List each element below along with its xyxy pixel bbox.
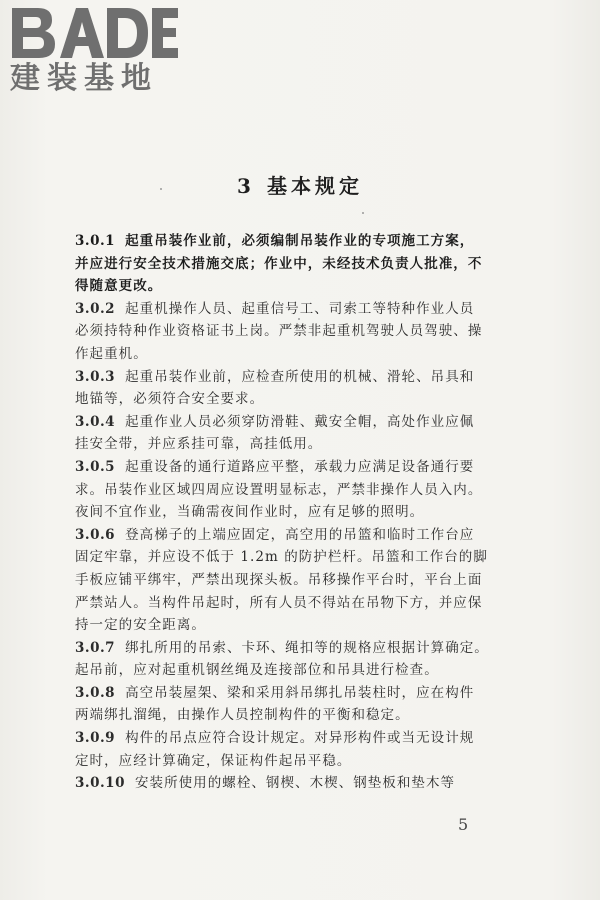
clause-line	[75, 682, 505, 705]
clause-3-0-1	[75, 230, 505, 298]
clause-text: 高空吊装屋架、梁和采用斜吊绑扎吊装柱时，应在构件	[125, 684, 475, 701]
clause-line: 并应进行安全技术措施交底；作业中，未经技术负责人批准，不	[75, 255, 483, 272]
clause-line: 作起重机。	[75, 345, 148, 362]
clause-line	[75, 772, 505, 795]
clause-line: 必须持特种作业资格证书上岗。严禁非起重机驾驶人员驾驶、操	[75, 323, 483, 340]
clause-text: 起重吊装作业前，应检查所使用的机械、滑轮、吊具和	[125, 368, 475, 385]
clause-line: 持一定的安全距离。	[75, 617, 206, 634]
clause-line: 得随意更改。	[75, 278, 163, 295]
scan-speck	[362, 212, 364, 214]
clause-number: 3.0.5	[75, 458, 116, 475]
clause-line: 手板应铺平绑牢，严禁出现探头板。吊移操作平台时，平台上面	[75, 571, 483, 588]
clause-list	[75, 230, 505, 795]
clause-number: 3.0.1	[75, 233, 116, 249]
clause-text: 起重设备的通行道路应平整，承载力应满足设备通行要	[125, 458, 475, 475]
clause-line	[75, 298, 505, 321]
clause-text: 绑扎所用的吊索、卡环、绳扣等的规格应根据计算确定。	[125, 639, 489, 656]
clause-text: 构件的吊点应符合设计规定。对异形构件或当无设计规	[125, 730, 475, 747]
clause-line: 两端绑扎溜绳，由操作人员控制构件的平衡和稳定。	[75, 707, 410, 724]
clause-text: 起重作业人员必须穿防滑鞋、戴安全帽，高处作业应佩	[125, 413, 475, 430]
clause-line: 挂安全带，并应系挂可靠，高挂低用。	[75, 436, 323, 453]
bade-logo	[8, 4, 183, 99]
scan-speck	[298, 318, 300, 320]
clause-text: 起重机操作人员、起重信号工、司索工等特种作业人员	[125, 300, 475, 317]
clause-line: 地锚等，必须符合安全要求。	[75, 391, 265, 408]
clause-3-0-9	[75, 727, 505, 772]
clause-number: 3.0.9	[75, 730, 116, 747]
clause-3-0-2	[75, 298, 505, 366]
chapter-title-text: 基本规定	[266, 174, 363, 198]
logo-subtitle: 建装基地	[10, 61, 158, 96]
clause-number: 3.0.8	[75, 684, 116, 701]
clause-number: 3.0.4	[75, 413, 116, 430]
clause-line	[75, 366, 505, 389]
clause-line	[75, 456, 505, 479]
clause-line: 定时，应经计算确定，保证构件起吊平稳。	[75, 752, 352, 769]
chapter-heading	[0, 170, 600, 199]
clause-3-0-3	[75, 366, 505, 411]
clause-text: 起重吊装作业前，必须编制吊装作业的专项施工方案，	[125, 233, 475, 249]
clause-line	[75, 524, 505, 547]
clause-3-0-6	[75, 524, 505, 637]
clause-number: 3.0.10	[75, 775, 125, 792]
clause-line	[75, 727, 505, 750]
clause-line: 夜间不宜作业，当确需夜间作业时，应有足够的照明。	[75, 504, 425, 521]
clause-3-0-5	[75, 456, 505, 524]
clause-number: 3.0.3	[75, 368, 116, 385]
clause-3-0-4	[75, 411, 505, 456]
clause-line	[75, 637, 505, 660]
clause-line: 求。吊装作业区域四周应设置明显标志，严禁非操作人员入内。	[75, 481, 483, 498]
chapter-number: 3	[237, 174, 255, 198]
bade-wordmark-logo	[8, 4, 180, 62]
clause-3-0-8	[75, 682, 505, 727]
clause-number: 3.0.6	[75, 526, 116, 543]
page-number: 5	[458, 815, 469, 834]
clause-line: 起吊前，应对起重机钢丝绳及连接部位和吊具进行检查。	[75, 662, 439, 679]
clause-text: 安装所使用的螺栓、钢楔、木楔、钢垫板和垫木等	[134, 775, 456, 792]
clause-line: 严禁站人。当构件吊起时，所有人员不得站在吊物下方，并应保	[75, 594, 483, 611]
clause-line	[75, 230, 505, 253]
clause-line: 固定牢靠，并应设不低于 1.2m 的防护栏杆。吊篮和工作台的脚	[75, 549, 488, 566]
clause-line	[75, 411, 505, 434]
scan-speck	[160, 188, 162, 190]
clause-text: 登高梯子的上端应固定，高空用的吊篮和临时工作台应	[125, 526, 475, 543]
clause-number: 3.0.2	[75, 300, 116, 317]
clause-3-0-7	[75, 637, 505, 682]
clause-3-0-10	[75, 772, 505, 795]
clause-number: 3.0.7	[75, 639, 116, 656]
